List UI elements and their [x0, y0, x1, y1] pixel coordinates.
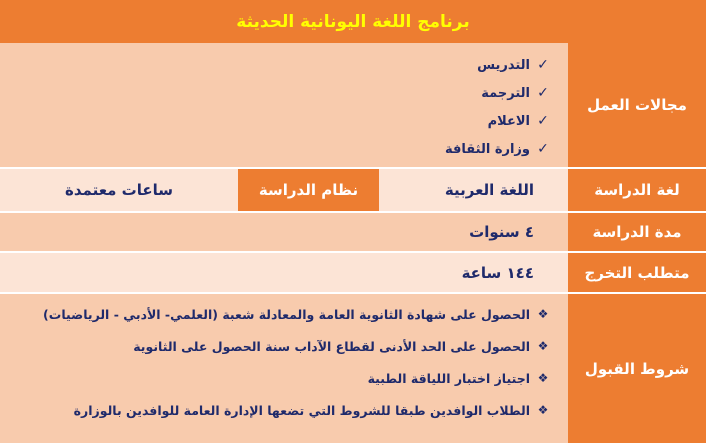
list-item: [0, 135, 550, 163]
admission-text: الطلاب الوافدين طبقا للشروط التي تضعها الإدارة العامة للوافدين بالوزارة: [73, 402, 530, 418]
duration-content: [0, 213, 568, 251]
graduation-content: [0, 253, 568, 292]
list-item: [0, 107, 550, 135]
work-fields-label: مجالات العمل: [568, 43, 706, 167]
check-icon: ✓: [537, 113, 549, 129]
list-item: [0, 79, 550, 107]
study-system-value: ساعات معتمدة: [65, 181, 174, 199]
row-graduation: [0, 251, 706, 292]
admission-text: الحصول على شهادة الثانوية العامة والمعادلة شعبة (العلمي- الأدبي - الرياضيات): [43, 306, 530, 322]
row-admission: [0, 292, 706, 443]
work-field-text: الترجمة: [481, 85, 530, 101]
check-icon: ✓: [537, 85, 549, 101]
study-system-label: نظام الدراسة: [238, 169, 379, 211]
diamond-bullet-icon: ❖: [537, 339, 549, 353]
work-field-text: وزارة الثقافة: [445, 141, 530, 157]
work-field-text: الاعلام: [487, 113, 530, 129]
study-language-value: اللغة العربية: [444, 181, 534, 199]
list-item: [0, 394, 550, 426]
graduation-label: متطلب التخرج: [568, 253, 706, 292]
work-field-text: التدريس: [477, 57, 530, 73]
admission-list: [0, 294, 568, 426]
row-work-fields: [0, 43, 706, 167]
study-language-content: [0, 169, 568, 211]
row-duration: [0, 211, 706, 251]
admission-label: شروط القبول: [568, 294, 706, 443]
graduation-value: ١٤٤ ساعة: [461, 263, 534, 282]
admission-content: [0, 294, 568, 443]
list-item: [0, 51, 550, 79]
check-icon: ✓: [537, 141, 549, 157]
diamond-bullet-icon: ❖: [537, 371, 549, 385]
program-title: برنامج اللغة اليونانية الحديثة: [0, 0, 706, 43]
row-study-language: [0, 167, 706, 211]
duration-value: ٤ سنوات: [469, 223, 534, 241]
check-icon: ✓: [537, 57, 549, 73]
duration-label: مدة الدراسة: [568, 213, 706, 251]
admission-text: الحصول على الحد الأدنى لقطاع الآداب سنة الحصول على الثانوية: [133, 338, 530, 354]
study-language-label: لغة الدراسة: [568, 169, 706, 211]
work-fields-content: [0, 43, 568, 167]
list-item: [0, 362, 550, 394]
admission-text: اجتياز اختبار اللياقة الطبية: [367, 370, 530, 386]
diamond-bullet-icon: ❖: [537, 403, 549, 417]
list-item: [0, 298, 550, 330]
list-item: [0, 330, 550, 362]
diamond-bullet-icon: ❖: [537, 307, 549, 321]
work-fields-list: [0, 43, 568, 163]
